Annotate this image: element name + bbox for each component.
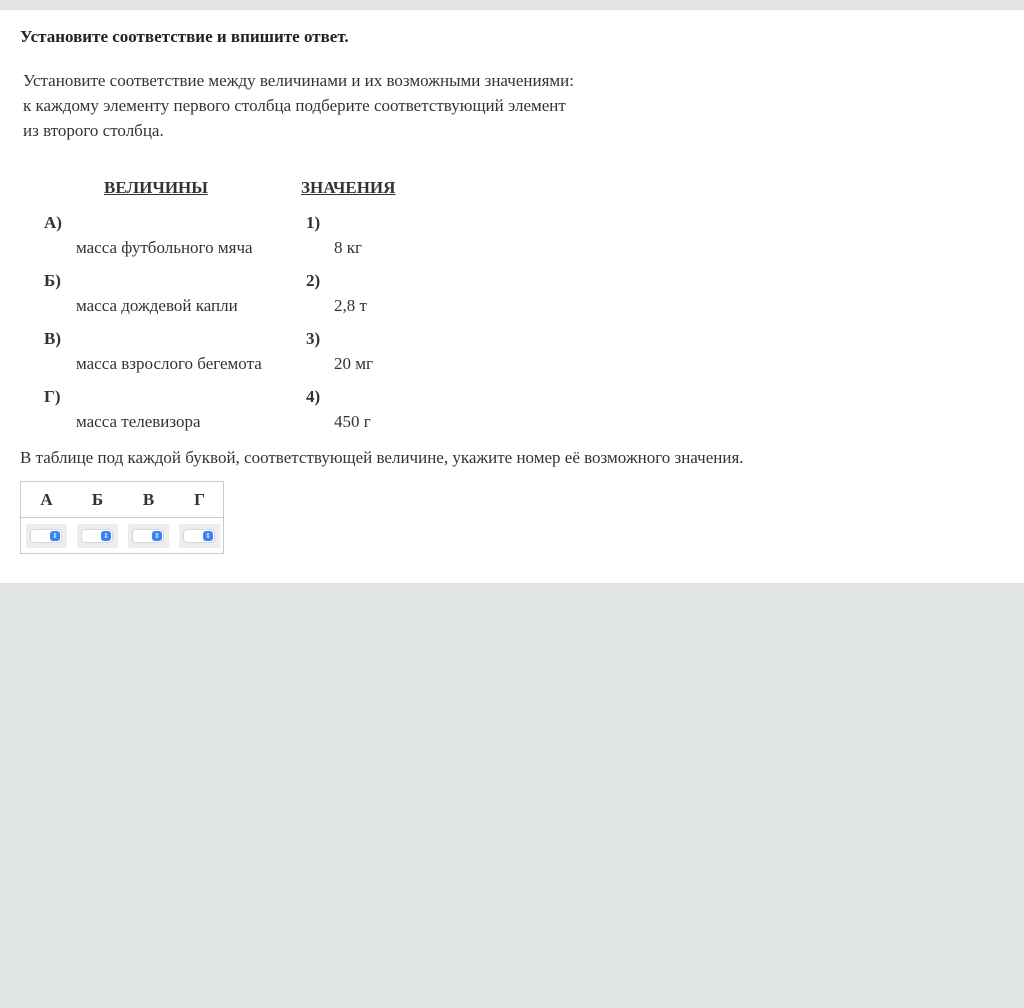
answer-select-g[interactable] [183, 529, 215, 543]
column-letter: В [142, 490, 155, 509]
quantity-text: масса футбольного мяча [76, 238, 253, 257]
value-text: 20 мг [334, 354, 373, 373]
quantity-mark: В) [44, 329, 61, 348]
answer-cell [179, 524, 220, 548]
answer-instruction: В таблице под каждой буквой, соответствующей величине, укажите номер её возможного значения. [20, 448, 744, 467]
value-mark: 2) [306, 271, 321, 290]
quantity-text: масса дождевой капли [76, 296, 238, 315]
value-text: 8 кг [334, 238, 362, 257]
quantity-text: масса взрослого бегемота [76, 354, 262, 373]
values-column-header: ЗНАЧЕНИЯ [301, 178, 396, 197]
column-letter: А [40, 490, 53, 509]
task-card [0, 10, 1024, 583]
intro-line: из второго столбца. [23, 121, 164, 140]
value-text: 2,8 т [334, 296, 367, 315]
answer-cell [128, 524, 169, 548]
answer-select-b[interactable] [81, 529, 113, 543]
answer-table [20, 481, 224, 554]
up-down-arrows-icon: ⇕ [203, 531, 213, 541]
answer-table-header [21, 482, 223, 518]
value-mark: 3) [306, 329, 321, 348]
column-letter: Б [91, 490, 104, 509]
column-letter: Г [194, 490, 205, 509]
quantity-text: масса телевизора [76, 412, 201, 431]
intro-line: Установите соответствие между величинами и их возможными значениями: [23, 71, 574, 90]
up-down-arrows-icon: ⇕ [101, 531, 111, 541]
value-mark: 4) [306, 387, 321, 406]
answer-cell [26, 524, 67, 548]
up-down-arrows-icon: ⇕ [152, 531, 162, 541]
answer-cell [77, 524, 118, 548]
intro-line: к каждому элементу первого столбца подберите соответствующий элемент [23, 96, 566, 115]
quantity-mark: Г) [44, 387, 61, 406]
quantity-mark: А) [44, 213, 62, 232]
task-intro [23, 68, 643, 143]
task-heading: Установите соответствие и впишите ответ. [20, 27, 349, 46]
value-mark: 1) [306, 213, 321, 232]
answer-select-v[interactable] [132, 529, 164, 543]
answer-select-a[interactable] [30, 529, 62, 543]
quantity-mark: Б) [44, 271, 61, 290]
up-down-arrows-icon: ⇕ [50, 531, 60, 541]
quantities-column-header: ВЕЛИЧИНЫ [104, 178, 208, 197]
value-text: 450 г [334, 412, 371, 431]
